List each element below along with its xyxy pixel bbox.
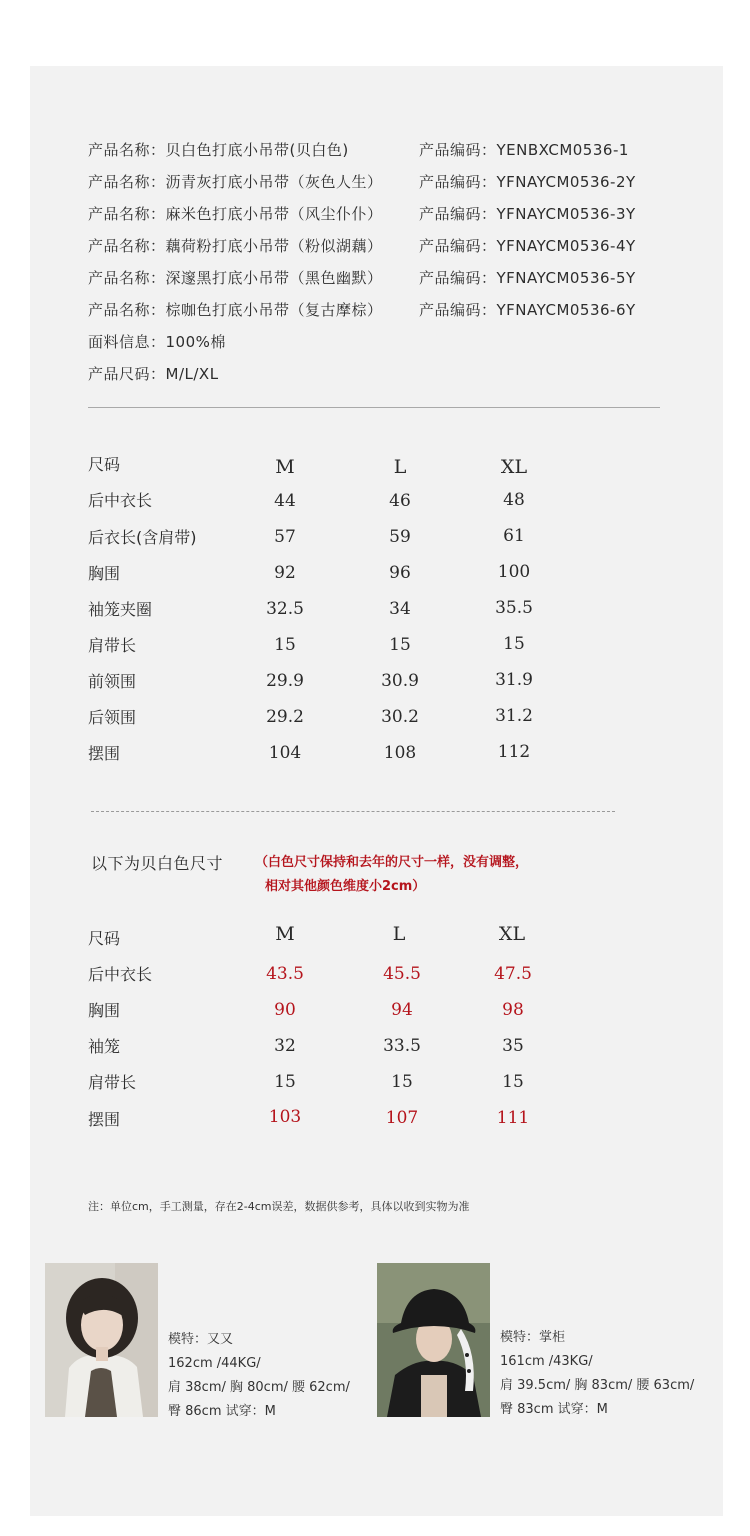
cell-value: 33.5 (383, 1036, 421, 1056)
cell-value: 29.2 (266, 707, 304, 727)
product-name: 沥青灰打底小吊带（灰色人生） (165, 173, 383, 191)
size-col-header: L (392, 923, 406, 945)
product-name-label: 产品名称： (88, 141, 166, 159)
size-col-header: L (393, 456, 407, 478)
sizes-value: M/L/XL (165, 365, 219, 383)
product-code: YFNAYCM0536-2Y (496, 173, 636, 191)
size-col-header: XL (498, 923, 526, 945)
cell-value-highlight: 43.5 (266, 964, 304, 984)
cell-value: 30.2 (381, 707, 419, 727)
cell-value: 15 (503, 634, 525, 654)
cell-value: 112 (497, 742, 531, 762)
model-photo (377, 1263, 490, 1417)
product-code-row (419, 171, 636, 192)
model-photo-illustration (45, 1263, 158, 1417)
product-code-label: 产品编码： (419, 141, 497, 159)
cell-value-highlight: 103 (268, 1107, 302, 1127)
product-name-label: 产品名称： (88, 173, 166, 191)
cell-value: 30.9 (381, 671, 419, 691)
fabric-label: 面料信息： (88, 333, 166, 351)
model-name: 模特：掌柜 (500, 1330, 566, 1345)
model-height-weight: 162cm /44KG/ (168, 1356, 261, 1371)
row-label: 摆围 (88, 744, 121, 763)
cell-value: 92 (274, 563, 296, 583)
fabric-value: 100%棉 (165, 333, 226, 351)
sizes-label: 产品尺码： (88, 365, 166, 383)
row-label: 袖笼夹圈 (88, 600, 153, 619)
model-photo (45, 1263, 158, 1417)
cell-value: 15 (502, 1072, 524, 1092)
cell-value: 32.5 (266, 599, 304, 619)
cell-value: 15 (391, 1072, 413, 1092)
divider (88, 407, 660, 408)
table-header-label: 尺码 (88, 929, 121, 948)
product-name-row (88, 203, 383, 224)
cell-value: 104 (268, 743, 302, 763)
product-code-label: 产品编码： (419, 237, 497, 255)
product-code-label: 产品编码： (419, 301, 497, 319)
product-code-label: 产品编码： (419, 205, 497, 223)
cell-value-highlight: 107 (385, 1108, 419, 1128)
cell-value: 15 (274, 1072, 296, 1092)
model-photo-illustration (377, 1263, 490, 1417)
cell-value: 32 (274, 1036, 296, 1056)
product-name-label: 产品名称： (88, 237, 166, 255)
product-name-label: 产品名称： (88, 301, 166, 319)
product-name-row (88, 235, 383, 256)
product-name: 藕荷粉打底小吊带（粉似湖藕） (165, 237, 383, 255)
product-code-row (419, 203, 636, 224)
product-name-label: 产品名称： (88, 205, 166, 223)
model-height-weight: 161cm /43KG/ (500, 1354, 593, 1369)
product-name-row (88, 171, 383, 192)
product-code-label: 产品编码： (419, 173, 497, 191)
product-code: YENBXCM0536-1 (496, 141, 629, 159)
model-info (500, 1326, 694, 1422)
product-code-row (419, 267, 636, 288)
section-note-line2: 相对其他颜色维度小2cm） (265, 879, 426, 894)
product-code: YFNAYCM0536-3Y (496, 205, 636, 223)
product-name: 棕咖色打底小吊带（复古摩棕） (165, 301, 383, 319)
section-title: 以下为贝白色尺寸 (91, 854, 224, 873)
dashed-divider (91, 811, 615, 812)
cell-value: 108 (383, 743, 417, 763)
model-hip-size: 臀 86cm 试穿：M (168, 1404, 276, 1419)
product-code-label: 产品编码： (419, 269, 497, 287)
cell-value: 57 (274, 527, 296, 547)
table-header-label: 尺码 (88, 455, 121, 474)
cell-value-highlight: 111 (496, 1108, 530, 1128)
product-name: 贝白色打底小吊带(贝白色) (165, 141, 349, 159)
size-col-header: XL (500, 456, 528, 478)
product-code-row (419, 299, 636, 320)
cell-value: 15 (274, 635, 296, 655)
cell-value: 61 (503, 526, 525, 546)
cell-value: 31.9 (495, 670, 533, 690)
section-note-line1: （白色尺寸保持和去年的尺寸一样，没有调整， (255, 855, 529, 870)
product-name: 麻米色打底小吊带（风尘仆仆） (165, 205, 383, 223)
cell-value: 29.9 (266, 671, 304, 691)
product-name-row (88, 267, 383, 288)
row-label: 肩带长 (88, 636, 137, 655)
cell-value-highlight: 98 (502, 1000, 524, 1020)
row-label: 肩带长 (88, 1073, 137, 1092)
cell-value: 48 (503, 490, 525, 510)
product-name-row (88, 139, 349, 160)
cell-value-highlight: 47.5 (494, 964, 532, 984)
cell-value-highlight: 94 (391, 1000, 413, 1020)
cell-value: 96 (389, 563, 411, 583)
model-info (168, 1328, 350, 1424)
row-label: 胸围 (88, 1001, 121, 1020)
row-label: 后中衣长 (88, 491, 153, 510)
product-code: YFNAYCM0536-6Y (496, 301, 636, 319)
row-label: 袖笼 (88, 1037, 121, 1056)
cell-value: 34 (389, 599, 411, 619)
cell-value: 44 (274, 491, 296, 511)
size-col-header: M (275, 456, 295, 478)
product-name-label: 产品名称： (88, 269, 166, 287)
product-code: YFNAYCM0536-5Y (496, 269, 636, 287)
row-label: 摆围 (88, 1110, 121, 1129)
model-hip-size: 臀 83cm 试穿：M (500, 1402, 608, 1417)
model-measurements: 肩 38cm/ 胸 80cm/ 腰 62cm/ (168, 1380, 350, 1395)
row-label: 胸围 (88, 564, 121, 583)
model-measurements: 肩 39.5cm/ 胸 83cm/ 腰 63cm/ (500, 1378, 695, 1393)
product-name: 深邃黑打底小吊带（黑色幽默） (165, 269, 383, 287)
cell-value: 15 (389, 635, 411, 655)
fabric-row (88, 331, 226, 352)
product-code-row (419, 139, 629, 160)
row-label: 前领围 (88, 672, 137, 691)
cell-value: 31.2 (495, 706, 533, 726)
cell-value-highlight: 45.5 (383, 964, 421, 984)
cell-value-highlight: 90 (274, 1000, 296, 1020)
row-label: 后衣长(含肩带) (88, 528, 197, 547)
cell-value: 35 (502, 1036, 524, 1056)
footnote: 注：单位cm，手工测量，存在2-4cm误差，数据供参考，具体以收到实物为准 (88, 1200, 470, 1213)
model-name: 模特：又又 (168, 1332, 234, 1347)
product-name-row (88, 299, 383, 320)
size-col-header: M (275, 923, 295, 945)
cell-value: 100 (497, 562, 531, 582)
cell-value: 35.5 (495, 598, 533, 618)
product-code-row (419, 235, 636, 256)
product-code: YFNAYCM0536-4Y (496, 237, 636, 255)
sizes-row (88, 363, 219, 384)
row-label: 后领围 (88, 708, 137, 727)
cell-value: 59 (389, 527, 411, 547)
cell-value: 46 (389, 491, 411, 511)
row-label: 后中衣长 (88, 965, 153, 984)
